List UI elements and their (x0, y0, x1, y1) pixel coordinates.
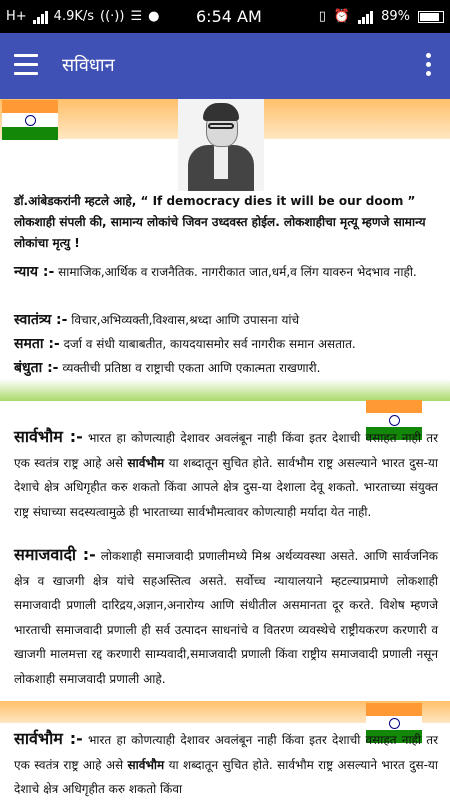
storage-icon: ☰ (130, 9, 143, 24)
definition-term: न्याय :- (14, 264, 55, 280)
quote-line: डॉ.आंबेडकरांनी म्हटले आहे, “ If democracy dies it will be our doom ” (14, 194, 416, 208)
hotspot-icon: ((·)) (100, 9, 125, 24)
definition-text: सामाजिक,आर्थिक व राजनैतिक. नागरीकात जात,धर्म,व लिंग यावरुन भेदभाव नाही. (58, 265, 417, 279)
section-text: भारत हा कोणत्याही देशावर अवलंबून नाही किंवा इतर देशाची वसाहत नाही तर एक स्वतंत्र राष्ट्र आहे असे (14, 733, 438, 772)
clock: 6:54 AM (196, 7, 262, 26)
quote-explanation: लोकशाही संपली की, सामान्य लोकांचे जिवन उध्दवस्त होईल. लोकशाहीचा मृत्यू म्हणजे सामान्य लोकांचा मृत्यु ! (14, 215, 426, 250)
section-text: लोकशाही समाजवादी प्रणालीमध्ये मिश्र अर्थव्यवस्था असते. आणि सार्वजनिक क्षेत्र व खाजगी क्षेत्र यांचे सहअस्तित्व असते. सर्वोच्च न्यायालयाने म्हटल्याप्रमाणे लोकशाही समाजवादी प्रणाली दारिद्रय,अज्ञान,अनारोग्य आणि संधीतील असमानता दूर करते. विशेष म्हणजे भारताची समाजवादी प्रणाली ही सर्व उत्पादन साधनांचे व वितरण व्यवस्थेचे राष्ट्रीयकरण करणारी व खाजगी मालमत्ता रद्द करणारी साम्यवादी,समाजवादी प्रणाली किंवा राष्ट्रीय समाजवादी प्रणाली नसून लोकशाही समाजवादी प्रणाली आहे. (14, 549, 438, 686)
definition-nyay (14, 261, 440, 283)
status-bar (0, 0, 450, 33)
section-keyword: सार्वभौम (127, 757, 165, 772)
app-title: सविधान (62, 55, 115, 76)
alarm-icon: ⏰ (333, 9, 351, 24)
section-samajwadi (14, 543, 438, 691)
section-heading: सार्वभौम :- (14, 427, 83, 446)
overflow-menu-icon[interactable] (426, 53, 432, 79)
definition-text: विचार,अभिव्यक्ती,विश्वास,श्रध्दा आणि उपासना यांचे (71, 313, 300, 327)
definition-samata (14, 333, 440, 355)
definition-term: स्वातंत्र्य :- (14, 312, 68, 328)
network-type: H+ (6, 9, 27, 24)
definition-swatantrya (14, 309, 440, 331)
content-scroll[interactable] (0, 99, 450, 800)
app-bar (0, 33, 450, 99)
signal-icon (33, 10, 48, 24)
section-keyword: सार्वभौम (127, 455, 165, 470)
intro-quote (14, 191, 440, 254)
status-right (319, 0, 444, 33)
definition-bandhuta (14, 357, 440, 379)
section-sarvabhaum-repeat (14, 727, 438, 800)
definition-term: समता :- (14, 336, 60, 352)
tricolor-divider (0, 379, 450, 401)
menu-icon[interactable] (14, 54, 38, 76)
ambedkar-portrait (178, 99, 264, 191)
section-sarvabhaum (14, 425, 438, 524)
section-heading: सार्वभौम :- (14, 729, 83, 748)
section-text: भारत हा कोणत्याही देशावर अवलंबून नाही किंवा इतर देशाची वसाहत नाही तर एक स्वतंत्र राष्ट्र आहे असे (14, 431, 438, 470)
app-notification-icon: ● (148, 9, 160, 24)
definition-text: व्यक्तीची प्रतिष्ठा व राष्ट्राची एकता आणि एकात्मता राखणारी. (62, 361, 321, 375)
section-text: या शब्दातून सुचित होते. सार्वभौम राष्ट्र असल्याने भारत दुस-या देशाचे क्षेत्र अधिगृहीत करु शकतो किंवा आपले क्षेत्र दुस-या देशाला देवू शकतो. भारताच्या संयुक्त राष्ट्र संघाच्या सदस्यत्वामुळे ही भारताच्या सार्वभौमत्वावर कोणत्याही मर्यादा येत नाही. (14, 455, 438, 519)
vibrate-icon: ▯ (318, 9, 326, 24)
section-text: या शब्दातून सुचित होते. सार्वभौम राष्ट्र असल्याने भारत दुस-या देशाचे क्षेत्र अधिगृहीत करु शकतो किंवा (14, 757, 438, 796)
battery-percent: 89% (381, 9, 410, 24)
india-flag-icon (2, 100, 58, 140)
signal-strength-icon (358, 10, 373, 24)
status-left (6, 0, 159, 33)
battery-icon (418, 11, 444, 23)
definition-text: दर्जा व संधी याबाबतीत, कायदयासमोर सर्व नागरीक समान असतात. (63, 337, 356, 351)
section-heading: समाजवादी :- (14, 545, 96, 564)
definition-term: बंधुता :- (14, 360, 59, 376)
data-speed: 4.9K/s (53, 9, 95, 24)
